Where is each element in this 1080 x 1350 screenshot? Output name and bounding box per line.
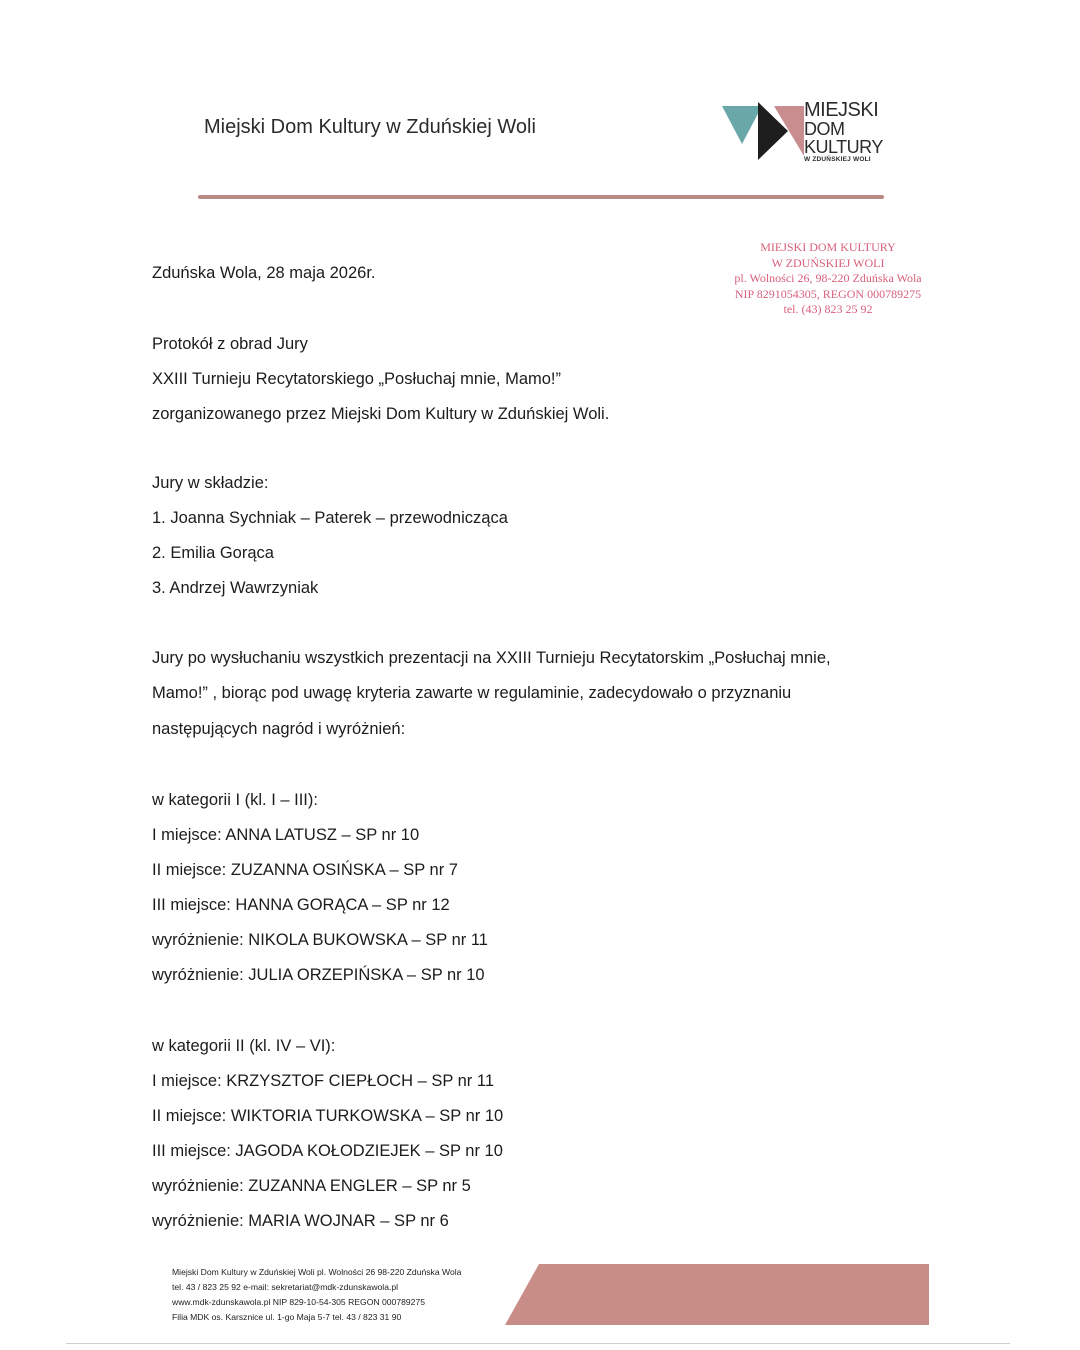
award-line: III miejsce: HANNA GORĄCA – SP nr 12 <box>152 896 450 914</box>
header-title: Miejski Dom Kultury w Zduńskiej Woli <box>204 116 536 138</box>
footer-line: Filia MDK os. Karsznice ul. 1-go Maja 5-7 tel. 43 / 823 31 90 <box>172 1312 402 1322</box>
jury-member: 3. Andrzej Wawrzyniak <box>152 579 319 597</box>
stamp-line: MIEJSKI DOM KULTURY <box>760 240 896 254</box>
category-heading: w kategorii II (kl. IV – VI): <box>152 1037 336 1055</box>
institution-stamp <box>718 240 938 318</box>
award-line: wyróżnienie: MARIA WOJNAR – SP nr 6 <box>152 1212 449 1230</box>
decision-text: Jury po wysłuchaniu wszystkich prezentacji na XXIII Turnieju Recytatorskim „Posłuchaj mnie, <box>152 649 831 667</box>
protocol-title: Protokół z obrad Jury <box>152 335 308 353</box>
protocol-title: zorganizowanego przez Miejski Dom Kultury w Zduńskiej Woli. <box>152 405 610 423</box>
decision-text: następujących nagród i wyróżnień: <box>152 720 406 738</box>
date-line: Zduńska Wola, 28 maja 2026r. <box>152 264 376 282</box>
decision-text: Mamo!” , biorąc pod uwagę kryteria zawarte w regulaminie, zadecydowało o przyznaniu <box>152 684 792 702</box>
logo-text <box>804 100 883 164</box>
jury-member: 2. Emilia Gorąca <box>152 544 274 562</box>
stamp-line: pl. Wolności 26, 98-220 Zduńska Wola <box>734 271 922 285</box>
category-heading: w kategorii I (kl. I – III): <box>152 791 318 809</box>
logo-subtitle: W ZDUŃSKIEJ WOLI <box>804 156 871 163</box>
award-line: II miejsce: ZUZANNA OSIŃSKA – SP nr 7 <box>152 861 458 879</box>
footer-contact <box>172 1265 461 1325</box>
award-line: I miejsce: KRZYSZTOF CIEPŁOCH – SP nr 11 <box>152 1072 495 1090</box>
footer-line: www.mdk-zdunskawola.pl NIP 829-10-54-305 REGON 000789275 <box>172 1297 426 1307</box>
protocol-title: XXIII Turnieju Recytatorskiego „Posłuchaj mnie, Mamo!” <box>152 370 561 388</box>
jury-heading: Jury w składzie: <box>152 474 269 492</box>
footer-decorative-band <box>505 1264 929 1325</box>
award-line: I miejsce: ANNA LATUSZ – SP nr 10 <box>152 826 420 844</box>
bottom-divider <box>66 1343 1010 1344</box>
stamp-line: tel. (43) 823 25 92 <box>783 302 873 316</box>
award-line: II miejsce: WIKTORIA TURKOWSKA – SP nr 10 <box>152 1107 504 1125</box>
award-line: wyróżnienie: NIKOLA BUKOWSKA – SP nr 11 <box>152 931 488 949</box>
logo-line-1: MIEJSKI <box>804 99 879 121</box>
stamp-line: W ZDUŃSKIEJ WOLI <box>771 255 885 270</box>
footer-line: tel. 43 / 823 25 92 e-mail: sekretariat@mdk-zdunskawola.pl <box>172 1282 399 1292</box>
header-divider <box>198 195 884 199</box>
logo-line-3: KULTURY <box>804 137 883 157</box>
award-line: III miejsce: JAGODA KOŁODZIEJEK – SP nr 10 <box>152 1142 503 1160</box>
award-line: wyróżnienie: JULIA ORZEPIŃSKA – SP nr 10 <box>152 966 485 984</box>
stamp-line: NIP 8291054305, REGON 000789275 <box>734 286 922 301</box>
jury-member: 1. Joanna Sychniak – Paterek – przewodnicząca <box>152 509 508 527</box>
award-line: wyróżnienie: ZUZANNA ENGLER – SP nr 5 <box>152 1177 471 1195</box>
logo-line-2: DOM <box>804 119 845 139</box>
logo-teal-triangle <box>722 106 762 144</box>
footer-line: Miejski Dom Kultury w Zduńskiej Woli pl. Wolności 26 98-220 Zduńska Wola <box>172 1267 462 1277</box>
